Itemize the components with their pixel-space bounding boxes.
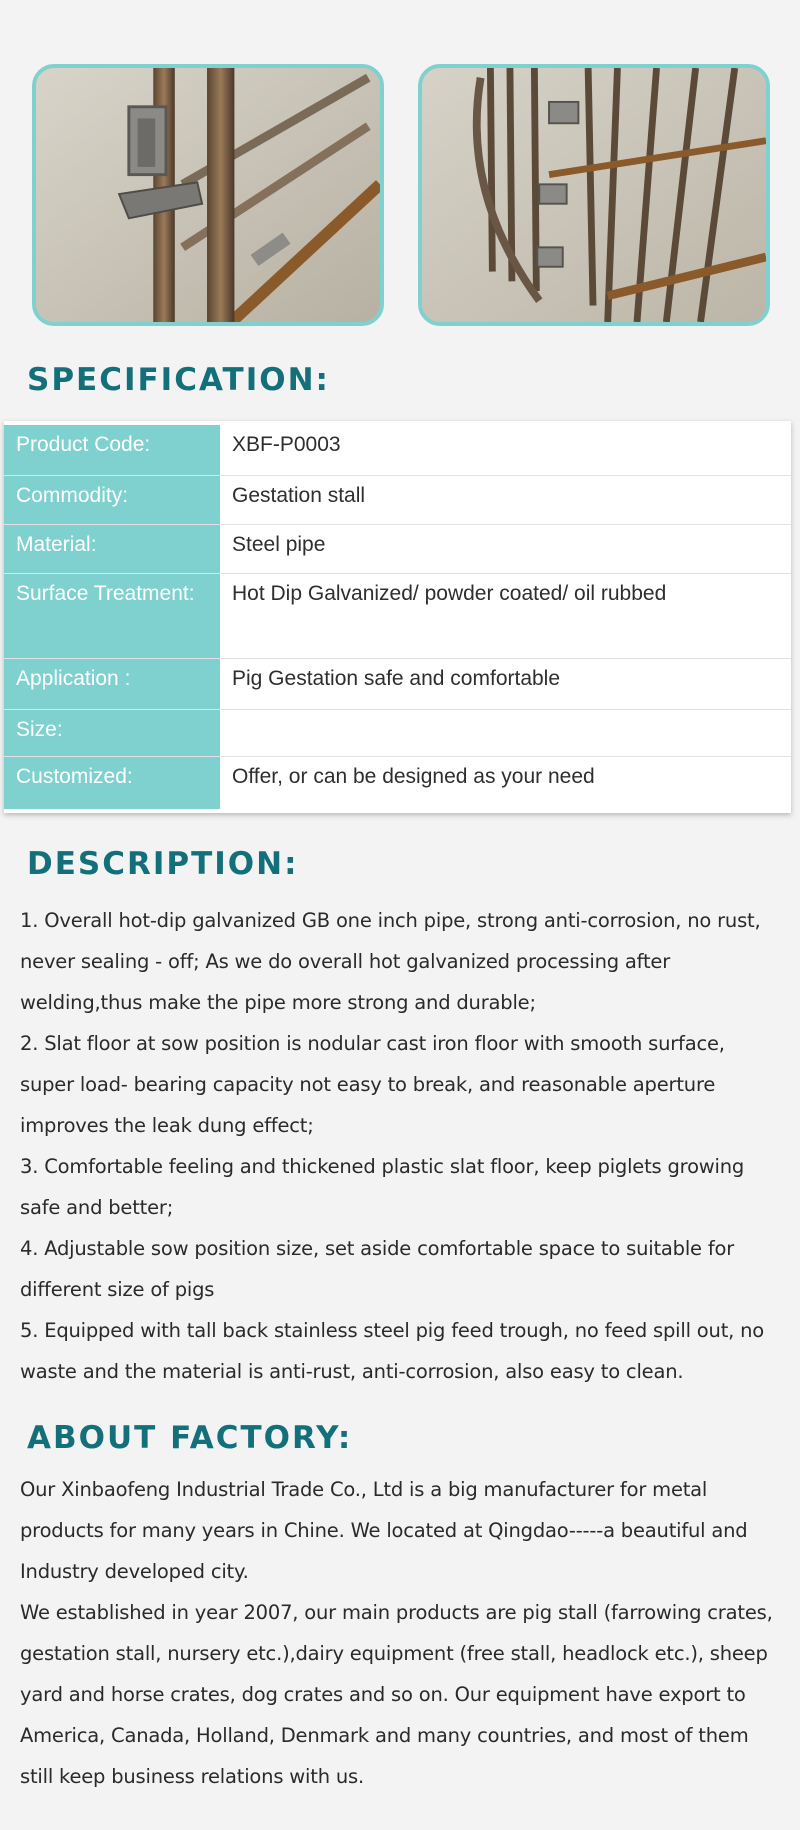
spec-row-surface-treatment [4,574,791,659]
spec-label: Surface Treatment: [4,574,222,658]
description-item: 4. Adjustable sow position size, set aside comfortable space to suitable for different size of pigs [20,1237,735,1301]
about-factory-text [20,1469,782,1797]
spec-label: Size: [4,710,222,756]
spec-label: Application : [4,659,222,709]
spec-value: Offer, or can be designed as your need [232,765,595,788]
specification-table [4,421,791,813]
description-item: 2. Slat floor at sow position is nodular cast iron floor with smooth surface, super load- bearing capacity not easy to break, and reasonable aperture improves the leak dung effect; [20,1032,725,1137]
spec-value: Hot Dip Galvanized/ powder coated/ oil rubbed [232,582,667,605]
description-heading: DESCRIPTION: [27,846,299,882]
spec-row-application [4,659,791,710]
specification-heading: SPECIFICATION: [27,362,330,398]
spec-value: Steel pipe [232,533,326,556]
about-factory-heading: ABOUT FACTORY: [27,1420,353,1456]
spec-row-size [4,710,791,757]
spec-label: Commodity: [4,476,222,524]
description-item: 1. Overall hot-dip galvanized GB one inch pipe, strong anti-corrosion, no rust, never sealing - off; As we do overall hot galvanized processing after welding,thus make the pipe more strong and durable; [20,909,761,1014]
spec-row-customized [4,757,791,809]
product-photo-bars [418,64,770,326]
description-item: 3. Comfortable feeling and thickened plastic slat floor, keep piglets growing safe and better; [20,1155,745,1219]
spec-row-commodity [4,476,791,525]
spec-label: Customized: [4,757,222,809]
spec-label: Material: [4,525,222,573]
description-list [20,900,782,1392]
spec-value: XBF-P0003 [232,433,341,456]
spec-label: Product Code: [4,425,222,475]
spec-value: Gestation stall [232,484,366,507]
spec-row-product-code [4,425,791,476]
spec-row-material [4,525,791,574]
description-item: 5. Equipped with tall back stainless steel pig feed trough, no feed spill out, no waste and the material is anti-rust, anti-corrosion, also easy to clean. [20,1319,765,1383]
spec-value [222,710,791,756]
product-photo-latch [32,64,384,326]
about-paragraph: We established in year 2007, our main products are pig stall (farrowing crates, gestation stall, nursery etc.),dairy equipment (free stall, headlock etc.), sheep yard and horse crates, dog crates and so on. Our equipment have export to America, Canada, Holland, Denmark and many countries, and most of them still keep business relations with us. [20,1601,773,1788]
spec-value: Pig Gestation safe and comfortable [232,667,561,690]
about-paragraph: Our Xinbaofeng Industrial Trade Co., Ltd is a big manufacturer for metal products for many years in Chine. We located at Qingdao-----a beautiful and Industry developed city. [20,1478,748,1583]
